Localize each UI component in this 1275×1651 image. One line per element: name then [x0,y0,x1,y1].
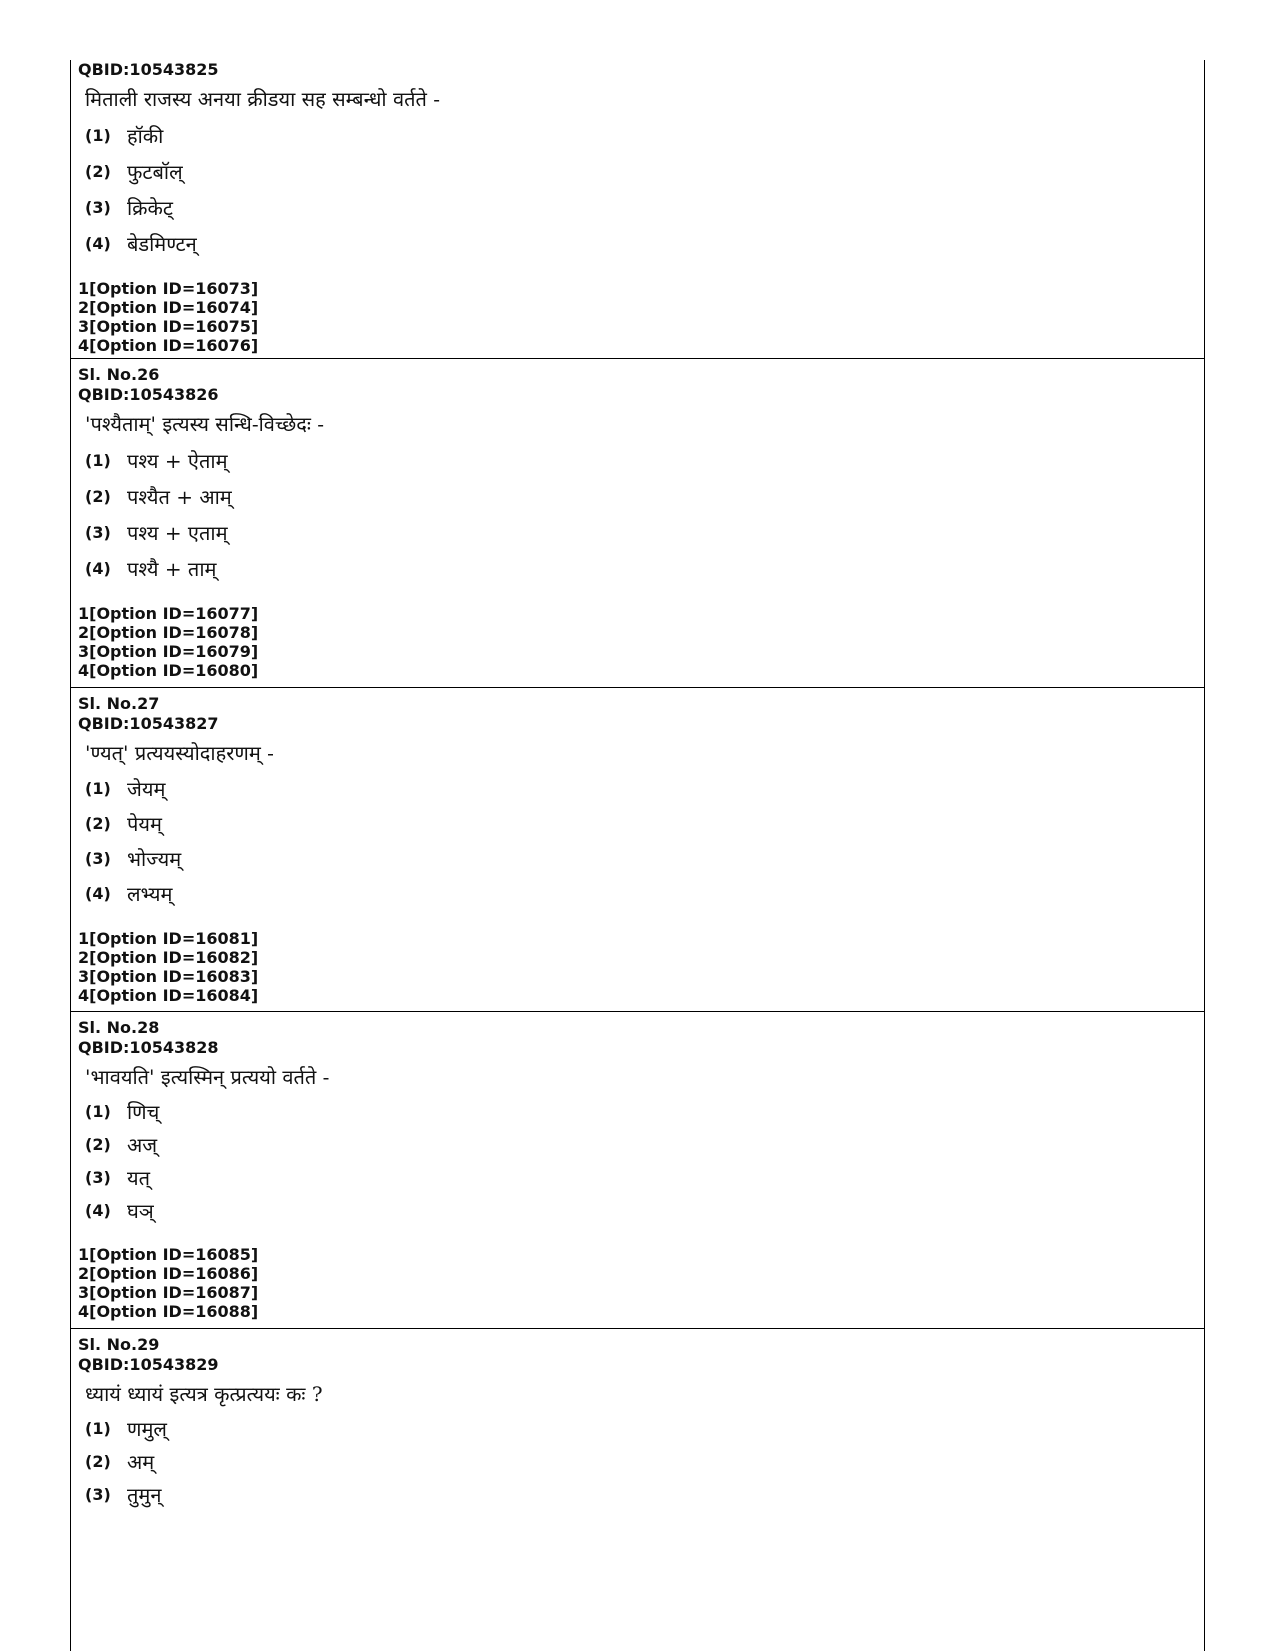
option-id-line: 4[Option ID=16088] [78,1302,259,1321]
option-number: (2) [85,1452,111,1471]
option-item [78,1445,1204,1478]
option-item [78,442,1204,478]
question-text: 'भावयति' इत्यस्मिन् प्रत्ययो वर्तते - [85,1065,330,1089]
option-number: (1) [85,450,111,470]
option-text: तुमुन् [127,1483,162,1507]
option-text: क्रिकेट् [127,195,173,220]
option-number: (1) [85,1419,111,1438]
option-id-line: 3[Option ID=16087] [78,1283,259,1302]
option-id-list [78,1245,1204,1321]
option-number: (2) [85,486,111,506]
question-block-27 [71,687,1204,1005]
option-item [78,1478,1204,1511]
question-block-25 [71,60,1204,355]
option-id-line: 4[Option ID=16076] [78,336,259,355]
option-id-line: 3[Option ID=16079] [78,642,259,661]
option-item [78,806,1204,841]
options-list [78,117,1204,261]
option-item [78,514,1204,550]
serial-number: Sl. No.28 [78,1018,160,1037]
qbid-label: QBID:10543827 [78,714,219,733]
question-text: मिताली राजस्य अनया क्रीडया सह सम्बन्धो वर्तते - [85,87,440,111]
option-id-line: 2[Option ID=16078] [78,623,259,642]
option-number: (1) [85,1102,111,1121]
serial-number: Sl. No.26 [78,365,160,384]
option-id-line: 1[Option ID=16081] [78,929,259,948]
option-item [78,1161,1204,1194]
question-block-29 [71,1328,1204,1511]
option-number: (4) [85,558,111,578]
option-text: फुटबॉल् [127,159,183,184]
options-list [78,1412,1204,1511]
option-id-list [78,279,1204,355]
option-id-line: 3[Option ID=16083] [78,967,259,986]
options-list [78,771,1204,911]
option-text: यत् [127,1166,150,1190]
option-id-line: 1[Option ID=16085] [78,1245,259,1264]
option-text: पश्य + ऐताम् [127,448,228,473]
option-id-line: 4[Option ID=16080] [78,661,259,680]
option-number: (3) [85,522,111,542]
option-text: णिच् [127,1100,160,1124]
option-text: णमुल् [127,1417,167,1441]
option-id-line: 2[Option ID=16086] [78,1264,259,1283]
option-item [78,117,1204,153]
option-id-list [78,604,1204,680]
option-item [78,1095,1204,1128]
option-text: हॉकी [127,123,164,148]
option-number: (2) [85,1135,111,1154]
option-item [78,153,1204,189]
option-number: (3) [85,1168,111,1187]
options-list [78,442,1204,586]
option-text: अम् [127,1450,155,1474]
option-item [78,771,1204,806]
option-id-list [78,929,1204,1005]
option-id-line: 3[Option ID=16075] [78,317,259,336]
option-id-line: 1[Option ID=16077] [78,604,259,623]
option-item [78,876,1204,911]
question-block-28 [71,1011,1204,1321]
option-text: लभ्यम् [127,882,173,906]
option-number: (4) [85,233,111,253]
option-text: पश्यैत + आम् [127,484,232,509]
option-text: जेयम् [127,777,166,801]
question-text: 'पश्यैताम्' इत्यस्य सन्धि-विच्छेदः - [85,412,325,436]
option-number: (4) [85,884,111,903]
serial-number: Sl. No.27 [78,694,160,713]
option-number: (4) [85,1201,111,1220]
option-number: (2) [85,161,111,181]
option-item [78,550,1204,586]
qbid-label: QBID:10543826 [78,385,219,404]
option-number: (3) [85,1485,111,1504]
option-number: (3) [85,849,111,868]
option-text: अज् [127,1133,158,1157]
question-text: 'ण्यत्' प्रत्ययस्योदाहरणम् - [85,741,274,765]
qbid-label: QBID:10543829 [78,1355,219,1374]
option-text: बेडमिण्टन् [127,231,197,256]
option-number: (1) [85,779,111,798]
option-text: पश्यै + ताम् [127,556,217,581]
option-item [78,1194,1204,1227]
option-text: घञ् [127,1199,154,1223]
question-block-26 [71,358,1204,680]
option-id-line: 4[Option ID=16084] [78,986,259,1005]
option-text: पश्य + एताम् [127,520,228,545]
option-text: पेयम् [127,812,162,836]
option-item [78,1128,1204,1161]
option-item [78,841,1204,876]
qbid-label: QBID:10543828 [78,1038,219,1057]
option-number: (2) [85,814,111,833]
serial-number: Sl. No.29 [78,1335,160,1354]
option-number: (3) [85,197,111,217]
qbid-label: QBID:10543825 [78,60,219,79]
option-item [78,189,1204,225]
option-item [78,225,1204,261]
option-item [78,1412,1204,1445]
option-id-line: 2[Option ID=16082] [78,948,259,967]
option-text: भोज्यम् [127,847,182,871]
option-item [78,478,1204,514]
options-list [78,1095,1204,1227]
option-id-line: 1[Option ID=16073] [78,279,259,298]
option-id-line: 2[Option ID=16074] [78,298,259,317]
question-text: ध्यायं ध्यायं इत्यत्र कृत्प्रत्ययः कः ? [85,1382,323,1406]
option-number: (1) [85,125,111,145]
question-paper-page [70,60,1205,1651]
